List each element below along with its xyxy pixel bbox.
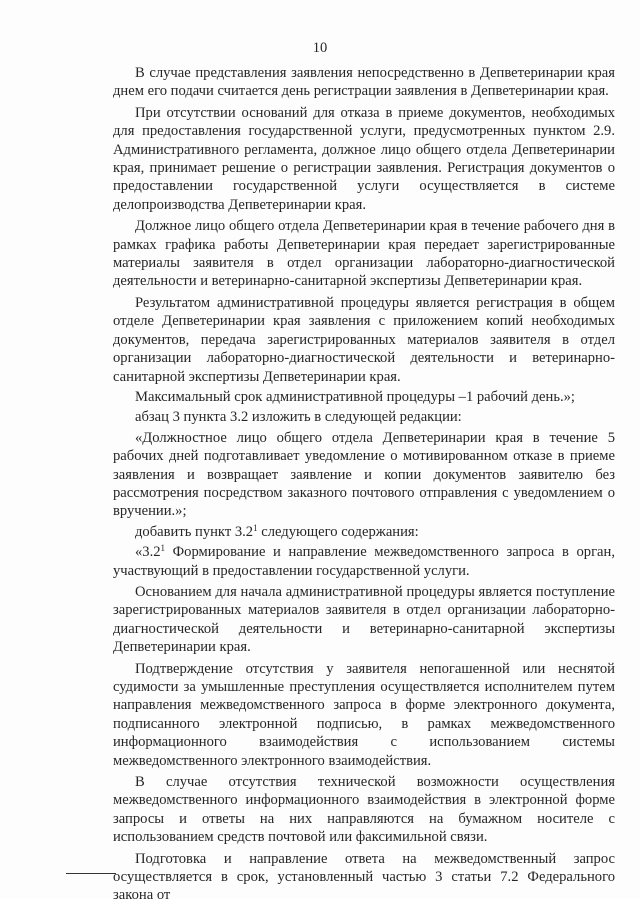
paragraph: В случае представления заявления непосредственно в Депветеринарии края днем его подачи считается день регистрации заявления в Депветеринарии края.: [113, 65, 615, 100]
document-body: [113, 64, 615, 907]
paragraph: При отсутствии оснований для отказа в приеме документов, необходимых для предоставления государственной услуги, предусмотренных пунктом 2.9. Административного регламента, должное лицо общего отдела Депветеринарии края, принимает решение о регистрации заявления. Регистрация документов о предоставлении государственной услуги осуществляется в системе делопроизводства Депветеринарии края.: [113, 104, 615, 213]
section-sup: 1: [160, 543, 166, 554]
paragraph: Результатом административной процедуры является регистрация в общем отделе Депветеринарии края заявления с приложением копий необходимых документов, передача зарегистрированных материалов заявителя в отдел организации лабораторно-диагностической деятельности и ветеринарно-санитарной экспертизы Депветеринарии края.: [113, 294, 615, 385]
section-prefix: «3.2: [135, 544, 161, 561]
section-suffix: Формирование и направление межведомственного запроса в орган, участвующий в предоставлении государственной услуги.: [113, 544, 615, 579]
paragraph: Основанием для начала административной процедуры является поступление зарегистрированных материалов заявителя в отдел организации лабораторно-диагностической деятельности и ветеринарно-санитарной экспертизы Депветеринарии края.: [113, 583, 615, 656]
paragraph: В случае отсутствия технической возможности осуществления межведомственного информационного взаимодействия в электронной форме запросы и ответы на них направляются на бумажном носителе с использованием средств почтовой или факсимильной связи.: [113, 774, 615, 846]
paragraph: абзац 3 пункта 3.2 изложить в следующей редакции:: [135, 409, 462, 426]
section-heading-paragraph: [113, 543, 615, 580]
footnote-divider: [66, 873, 116, 874]
add-point-sup: 1: [253, 522, 258, 533]
page-number: 10: [312, 40, 328, 56]
paragraph: Максимальный срок административной процедуры –1 рабочий день.»;: [135, 388, 575, 405]
paragraph: Подтверждение отсутствия у заявителя непогашенной или неснятой судимости за умышленные преступления осуществляется исполнителем путем направления межведомственного запроса в форме электронного документа, подписанного электронной подписью, в рамках межведомственного информационного взаимодействия с использованием системы межведомственного электронного взаимодействия.: [113, 660, 615, 769]
paragraph: Подготовка и направление ответа на межведомственный запрос осуществляется в срок, установленный частью 3 статьи 7.2 Федерального закона от: [113, 850, 615, 904]
add-point-prefix: добавить пункт 3.2: [135, 523, 254, 540]
add-point-suffix: следующего содержания:: [257, 523, 419, 540]
paragraph: Должное лицо общего отдела Депветеринарии края в течение рабочего дня в рамках графика работы Депветеринарии края передает зарегистрированные материалы заявителя в отдел организации лабораторно-диагностической деятельности и ветеринарно-санитарной экспертизы Депветеринарии края.: [113, 218, 615, 290]
paragraph: «Должностное лицо общего отдела Депветеринарии края в течение 5 рабочих дней подготавливает уведомление о мотивированном отказе в приеме заявления и возвращает заявление и копии документов заявителю без рассмотрения посредством заказного почтового отправления с уведомлением о вручении.»;: [113, 429, 615, 520]
add-point-paragraph: [113, 523, 615, 541]
